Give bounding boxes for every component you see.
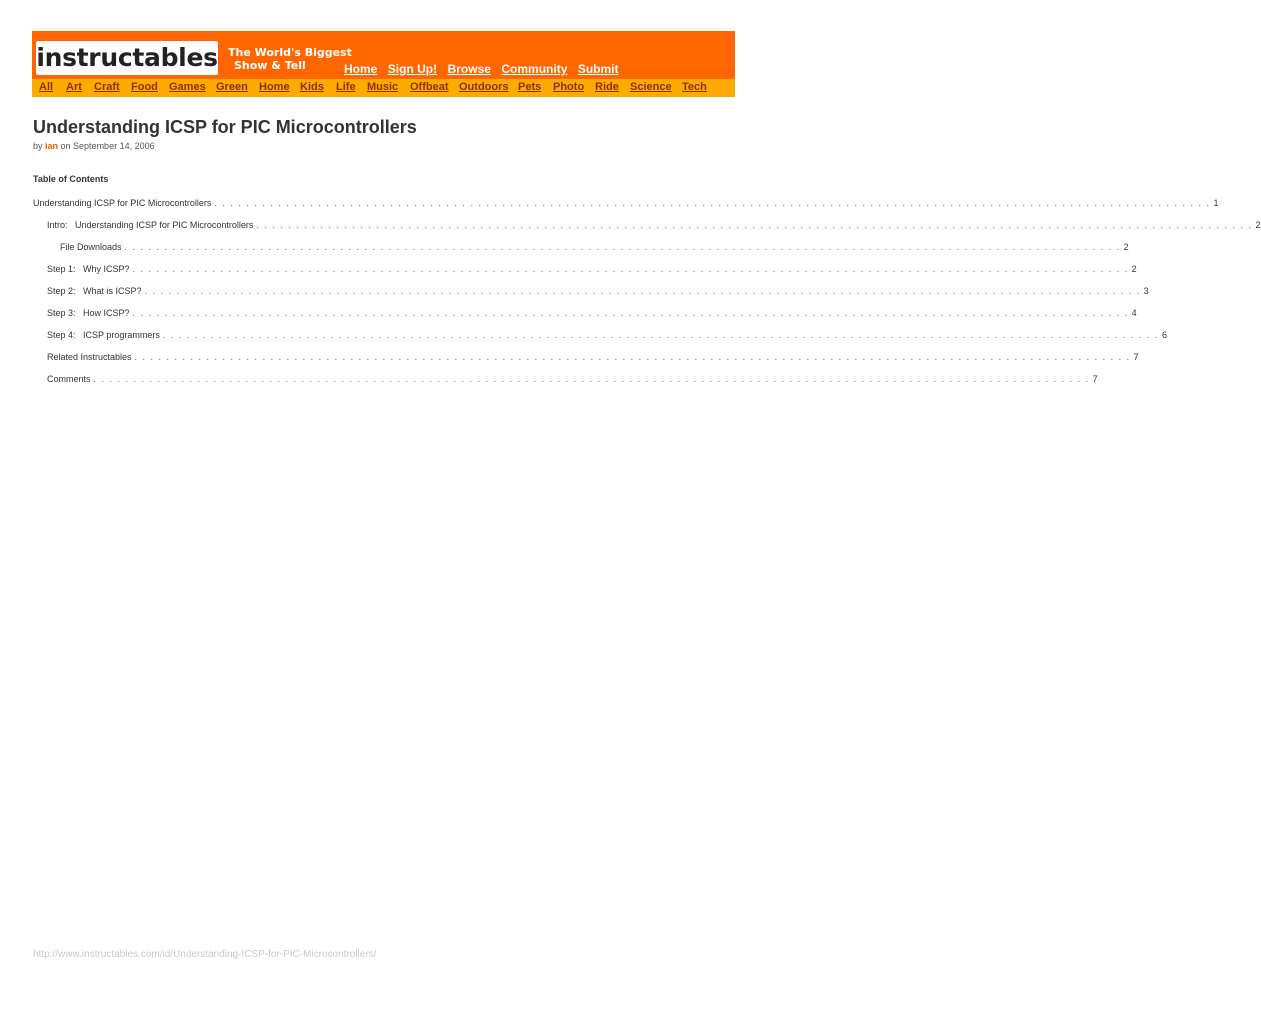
toc-dot-leader: . . . . . . . . . . . . . . . . . . . . . . . . . . . . . . . . . . . . . . . . . . . . . . . . . . . . . . . . . . . . . . . . . . . . . . . . . . . . . . . . . . . . . . . . . . . . . . . . . . . . . . . . . . . . . . . . . . . . . . . . . . . . .: [124, 242, 1121, 252]
nav-browse-link[interactable]: Browse: [447, 62, 491, 76]
toc-entry-label: Related Instructables: [47, 352, 132, 362]
category-craft[interactable]: Craft: [94, 81, 120, 93]
nav-submit-link[interactable]: Submit: [577, 62, 619, 76]
category-offbeat[interactable]: Offbeat: [410, 81, 449, 93]
category-kids[interactable]: Kids: [300, 81, 324, 93]
toc-entry[interactable]: [47, 264, 1137, 276]
category-games[interactable]: Games: [169, 81, 206, 93]
nav-community-link[interactable]: Community: [501, 62, 568, 76]
toc-dot-leader: . . . . . . . . . . . . . . . . . . . . . . . . . . . . . . . . . . . . . . . . . . . . . . . . . . . . . . . . . . . . . . . . . . . . . . . . . . . . . . . . . . . . . . . . . . . . . . . . . . . . . . . . . . . . . . . . . . . . . . . . . . . . .: [256, 220, 1253, 230]
category-food[interactable]: Food: [131, 81, 158, 93]
toc-entry-page: 7: [1133, 352, 1139, 362]
toc-entry-label: File Downloads: [60, 242, 122, 252]
toc-entry-page: 4: [1131, 308, 1137, 318]
toc-dot-leader: . . . . . . . . . . . . . . . . . . . . . . . . . . . . . . . . . . . . . . . . . . . . . . . . . . . . . . . . . . . . . . . . . . . . . . . . . . . . . . . . . . . . . . . . . . . . . . . . . . . . . . . . . . . . . . . . . . . . . . . . . . . . .: [162, 330, 1160, 340]
toc-entry-label: Step 3: How ICSP?: [47, 308, 130, 318]
toc-dot-leader: . . . . . . . . . . . . . . . . . . . . . . . . . . . . . . . . . . . . . . . . . . . . . . . . . . . . . . . . . . . . . . . . . . . . . . . . . . . . . . . . . . . . . . . . . . . . . . . . . . . . . . . . . . . . . . . . . . . . . . . . . . . . .: [93, 374, 1090, 384]
toc-entry-label: Step 4: ICSP programmers: [47, 330, 160, 340]
publish-date: on September 14, 2006: [58, 141, 155, 151]
document-title: Understanding ICSP for PIC Microcontrollers: [33, 117, 417, 137]
byline: [33, 141, 155, 151]
toc-entry-page: 1: [1213, 198, 1219, 208]
toc-entry-label: Comments: [47, 374, 91, 384]
category-life[interactable]: Life: [336, 81, 356, 93]
toc-dot-leader: . . . . . . . . . . . . . . . . . . . . . . . . . . . . . . . . . . . . . . . . . . . . . . . . . . . . . . . . . . . . . . . . . . . . . . . . . . . . . . . . . . . . . . . . . . . . . . . . . . . . . . . . . . . . . . . . . . . . . . . . . . . . .: [132, 308, 1129, 318]
category-art[interactable]: Art: [66, 81, 82, 93]
toc-dot-leader: . . . . . . . . . . . . . . . . . . . . . . . . . . . . . . . . . . . . . . . . . . . . . . . . . . . . . . . . . . . . . . . . . . . . . . . . . . . . . . . . . . . . . . . . . . . . . . . . . . . . . . . . . . . . . . . . . . . . . . . . . . . . .: [132, 264, 1129, 274]
toc-entry-page: 2: [1131, 264, 1137, 274]
toc-entry[interactable]: [47, 286, 1149, 298]
toc-entry[interactable]: [47, 352, 1139, 364]
toc-entry-page: 2: [1255, 220, 1261, 230]
toc-entry[interactable]: [60, 242, 1129, 254]
toc-entry-page: 2: [1123, 242, 1129, 252]
top-navigation: [344, 60, 625, 78]
site-header: [32, 31, 735, 97]
category-home[interactable]: Home: [259, 81, 290, 93]
footer-url[interactable]: http://www.instructables.com/id/Understanding-ICSP-for-PIC-Microcontrollers/: [33, 949, 377, 960]
category-outdoors[interactable]: Outdoors: [459, 81, 509, 93]
tagline-line-2: Show & Tell: [234, 59, 306, 72]
tagline-line-1: The World's Biggest: [228, 46, 352, 59]
toc-entry[interactable]: [47, 220, 1261, 232]
category-photo[interactable]: Photo: [553, 81, 585, 93]
category-tech[interactable]: Tech: [682, 81, 707, 93]
category-pets[interactable]: Pets: [518, 81, 542, 93]
byline-prefix: by: [33, 141, 46, 151]
toc-entry[interactable]: [47, 330, 1168, 342]
toc-dot-leader: . . . . . . . . . . . . . . . . . . . . . . . . . . . . . . . . . . . . . . . . . . . . . . . . . . . . . . . . . . . . . . . . . . . . . . . . . . . . . . . . . . . . . . . . . . . . . . . . . . . . . . . . . . . . . . . . . . . . . . . . . . . . .: [134, 352, 1131, 362]
toc-entry-label: Intro: Understanding ICSP for PIC Microcontrollers: [47, 220, 254, 230]
toc-entry-page: 6: [1162, 330, 1168, 340]
toc-entry-label: Understanding ICSP for PIC Microcontrollers: [33, 198, 212, 208]
category-bar: [32, 79, 735, 97]
author-link[interactable]: ian: [45, 141, 59, 151]
toc-heading: Table of Contents: [33, 174, 109, 184]
toc-entry-label: Step 1: Why ICSP?: [47, 264, 130, 274]
toc-dot-leader: . . . . . . . . . . . . . . . . . . . . . . . . . . . . . . . . . . . . . . . . . . . . . . . . . . . . . . . . . . . . . . . . . . . . . . . . . . . . . . . . . . . . . . . . . . . . . . . . . . . . . . . . . . . . . . . . . . . . . . . . . . . . .: [144, 286, 1141, 296]
nav-home-link[interactable]: Home: [344, 62, 378, 76]
category-ride[interactable]: Ride: [595, 81, 619, 93]
category-science[interactable]: Science: [630, 81, 672, 93]
toc-dot-leader: . . . . . . . . . . . . . . . . . . . . . . . . . . . . . . . . . . . . . . . . . . . . . . . . . . . . . . . . . . . . . . . . . . . . . . . . . . . . . . . . . . . . . . . . . . . . . . . . . . . . . . . . . . . . . . . . . . . . . . . . . . . . .: [214, 198, 1211, 208]
toc-entry[interactable]: [33, 198, 1219, 210]
nav-signup-link[interactable]: Sign Up!: [387, 62, 438, 76]
toc-entry-label: Step 2: What is ICSP?: [47, 286, 142, 296]
toc-entry-page: 3: [1143, 286, 1149, 296]
instructables-logo[interactable]: instructables: [36, 41, 218, 75]
category-green[interactable]: Green: [216, 81, 248, 93]
toc-entry[interactable]: [47, 374, 1098, 386]
category-music[interactable]: Music: [367, 81, 399, 93]
toc-entry[interactable]: [47, 308, 1137, 320]
site-tagline: [228, 46, 352, 72]
toc-entry-page: 7: [1092, 374, 1098, 384]
category-all[interactable]: All: [39, 81, 54, 93]
